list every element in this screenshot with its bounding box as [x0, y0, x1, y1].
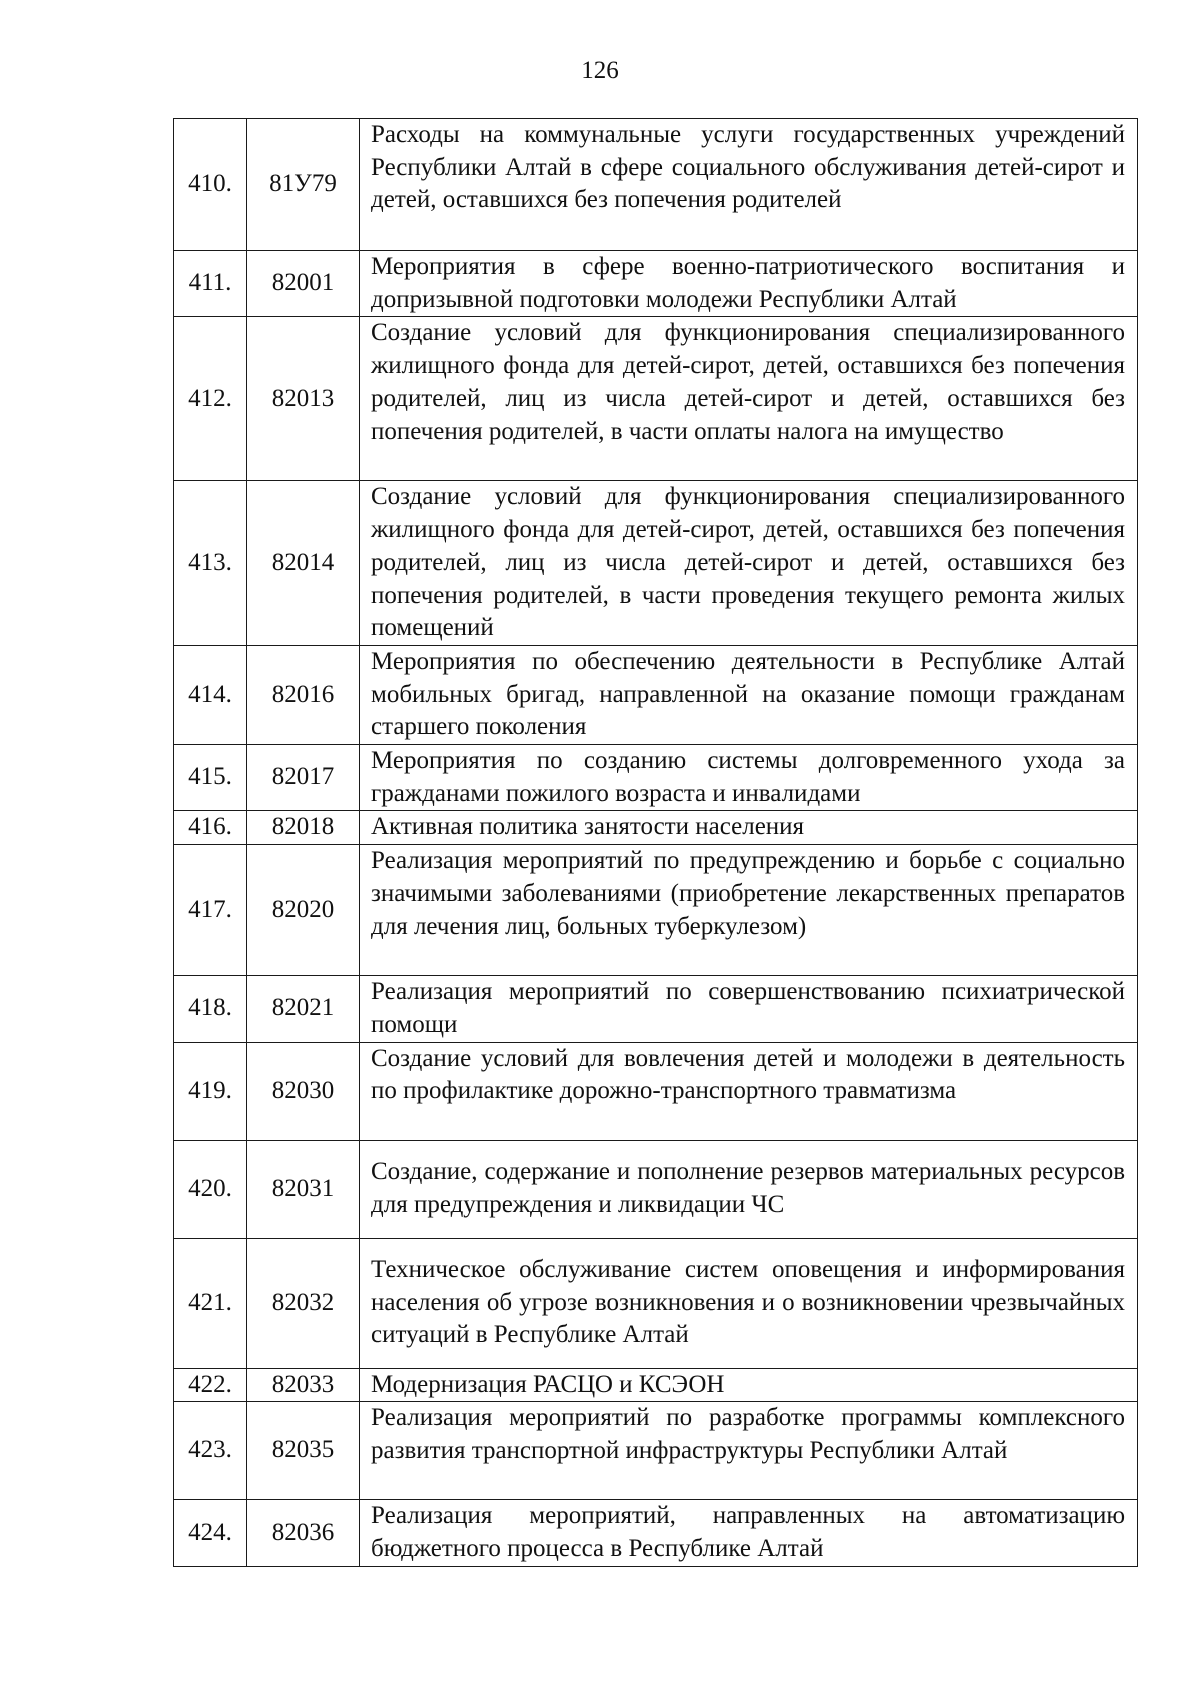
row-number: 414. [174, 645, 247, 744]
row-description: Создание условий для функционирования специализированного жилищного фонда для детей-сирот, детей, оставшихся без попечения родителей, лиц из числа детей-сирот и детей, оставшихся без попечения родителей, в части оплаты налога на имущество [360, 317, 1138, 481]
row-code: 82033 [247, 1368, 360, 1402]
page-number: 126 [581, 57, 619, 84]
row-number: 417. [174, 845, 247, 976]
row-number: 423. [174, 1402, 247, 1500]
row-description: Создание условий для функционирования специализированного жилищного фонда для детей-сирот, детей, оставшихся без попечения родителей, лиц из числа детей-сирот и детей, оставшихся без попечения родителей, в части проведения текущего ремонта жилых помещений [360, 481, 1138, 646]
row-number: 412. [174, 317, 247, 481]
table-row [174, 976, 1138, 1042]
row-description: Создание, содержание и пополнение резервов материальных ресурсов для предупреждения и ликвидации ЧС [360, 1140, 1138, 1238]
row-number: 421. [174, 1238, 247, 1368]
row-code: 82018 [247, 811, 360, 845]
row-code: 82035 [247, 1402, 360, 1500]
row-code: 82021 [247, 976, 360, 1042]
row-number: 419. [174, 1042, 247, 1140]
table-row [174, 251, 1138, 317]
row-number: 418. [174, 976, 247, 1042]
row-code: 82030 [247, 1042, 360, 1140]
expense-codes-table [173, 118, 1138, 1567]
table-row [174, 1140, 1138, 1238]
table-row [174, 1402, 1138, 1500]
row-code: 82020 [247, 845, 360, 976]
row-number: 410. [174, 119, 247, 251]
table-row [174, 481, 1138, 646]
table-row [174, 845, 1138, 976]
table-row [174, 745, 1138, 811]
row-code: 82032 [247, 1238, 360, 1368]
row-number: 415. [174, 745, 247, 811]
row-code: 82001 [247, 251, 360, 317]
table-row [174, 1500, 1138, 1566]
row-description: Активная политика занятости населения [360, 811, 1138, 845]
row-description: Реализация мероприятий, направленных на автоматизацию бюджетного процесса в Республике Алтай [360, 1500, 1138, 1566]
row-description: Мероприятия в сфере военно-патриотического воспитания и допризывной подготовки молодежи Республики Алтай [360, 251, 1138, 317]
row-description: Реализация мероприятий по предупреждению и борьбе с социально значимыми заболеваниями (приобретение лекарственных препаратов для лечения лиц, больных туберкулезом) [360, 845, 1138, 976]
row-description: Расходы на коммунальные услуги государственных учреждений Республики Алтай в сфере социального обслуживания детей-сирот и детей, оставшихся без попечения родителей [360, 119, 1138, 251]
row-number: 420. [174, 1140, 247, 1238]
row-description: Мероприятия по созданию системы долговременного ухода за гражданами пожилого возраста и инвалидами [360, 745, 1138, 811]
row-description: Создание условий для вовлечения детей и молодежи в деятельность по профилактике дорожно-транспортного травматизма [360, 1042, 1138, 1140]
row-code: 82036 [247, 1500, 360, 1566]
row-number: 424. [174, 1500, 247, 1566]
table-row [174, 645, 1138, 744]
row-number: 416. [174, 811, 247, 845]
row-code: 81У79 [247, 119, 360, 251]
row-number: 413. [174, 481, 247, 646]
row-code: 82017 [247, 745, 360, 811]
row-description: Реализация мероприятий по разработке программы комплексного развития транспортной инфраструктуры Республики Алтай [360, 1402, 1138, 1500]
row-code: 82014 [247, 481, 360, 646]
row-description: Мероприятия по обеспечению деятельности в Республике Алтай мобильных бригад, направленной на оказание помощи гражданам старшего поколения [360, 645, 1138, 744]
row-description: Модернизация РАСЦО и КСЭОН [360, 1368, 1138, 1402]
row-number: 411. [174, 251, 247, 317]
table-row [174, 1042, 1138, 1140]
row-description: Реализация мероприятий по совершенствованию психиатрической помощи [360, 976, 1138, 1042]
table-row [174, 119, 1138, 251]
table-row [174, 317, 1138, 481]
table-row [174, 811, 1138, 845]
row-code: 82031 [247, 1140, 360, 1238]
row-description: Техническое обслуживание систем оповещения и информирования населения об угрозе возникновения и о возникновении чрезвычайных ситуаций в Республике Алтай [360, 1238, 1138, 1368]
table-row [174, 1238, 1138, 1368]
row-code: 82016 [247, 645, 360, 744]
row-number: 422. [174, 1368, 247, 1402]
table-row [174, 1368, 1138, 1402]
row-code: 82013 [247, 317, 360, 481]
